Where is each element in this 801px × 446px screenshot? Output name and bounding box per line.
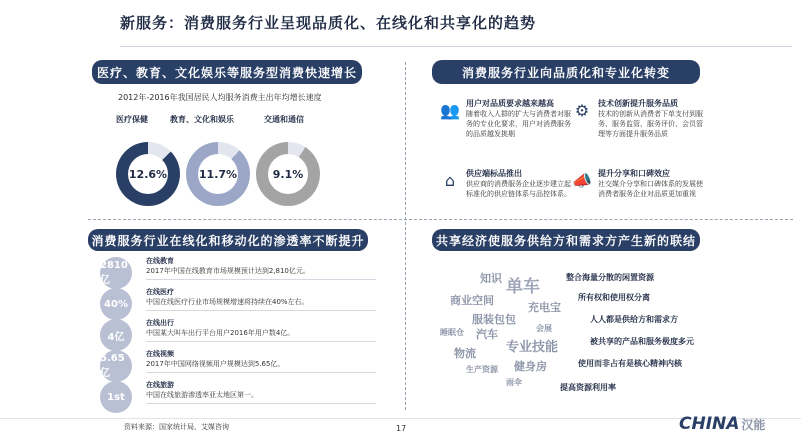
- cloud-word: 生产资源: [466, 365, 498, 374]
- q1-banner: 医疗、教育、文化娱乐等服务型消费快速增长: [92, 60, 362, 84]
- donut-item-medical: [116, 114, 148, 125]
- feature-title: 提升分享和口碑效应: [598, 169, 670, 178]
- donut-item-education: [170, 114, 234, 125]
- company-logo: [679, 414, 765, 434]
- feature-text: 供应商的消费服务企业逐步建立起标准化的供应链体系与品控体系。: [466, 180, 571, 198]
- q4-banner: 共享经济使服务供给方和需求方产生新的联结: [432, 229, 700, 251]
- donut-ring-medical: [116, 142, 180, 206]
- vertical-divider: [405, 62, 406, 410]
- source-note: 资料来源：国家统计局、艾媒咨询: [124, 423, 229, 431]
- stat-badge: 40%: [100, 288, 132, 320]
- cloud-word: 单车: [506, 277, 540, 297]
- donut-value: 12.6%: [128, 154, 168, 194]
- logo-subtext: 汉能: [741, 418, 766, 432]
- donut-label: 医疗保健: [116, 115, 148, 124]
- q1-subtitle: 2012年-2016年我国居民人均服务消费主出年均增长速度: [118, 93, 322, 102]
- cloud-word: 专业技能: [506, 340, 559, 355]
- stat-badge: 4亿: [100, 319, 132, 351]
- donut-value: 11.7%: [198, 154, 238, 194]
- stat-text: 中国某大叫车出行平台用户2016年用户数4亿。: [146, 329, 295, 337]
- cloud-word: 汽车: [476, 328, 498, 341]
- feature-title: 技术创新提升服务品质: [598, 99, 678, 108]
- stat-text: 2017年中国在线教育市场规模预计达到2,810亿元。: [146, 267, 310, 275]
- donut-ring-education: [186, 142, 250, 206]
- stat-divider: [146, 310, 376, 311]
- gear-icon: ⚙: [574, 100, 590, 120]
- people-icon: 👥: [440, 100, 460, 120]
- feature-text: 技术的创新从消费者下单支付到服务、服务监管、服务评价、会员管理等方面提升服务品质: [598, 110, 703, 138]
- donut-item-transport: [264, 114, 304, 125]
- share-feature: 整合海量分散的闲置资源: [566, 273, 654, 282]
- stat-badge: 2810亿: [100, 257, 132, 289]
- cloud-word: 知识: [480, 272, 502, 285]
- cloud-word: 充电宝: [528, 301, 561, 314]
- feature-title: 供应端标品推出: [466, 169, 522, 178]
- stat-text: 中国在线旅游渗透率亚太地区第一。: [146, 391, 258, 399]
- stat-divider: [146, 372, 376, 373]
- stat-badge: 5.65亿: [100, 350, 132, 382]
- cloud-word: 服装包包: [472, 313, 516, 326]
- stat-heading: 在线医疗: [146, 288, 174, 296]
- donut-label: 教育、文化和娱乐: [170, 115, 234, 124]
- q2-banner: 消费服务行业向品质化和专业化转变: [432, 60, 700, 84]
- feature-text: 社交媒介分享和口碑体系的发展使消费者服务企业对品质更加重视: [598, 180, 703, 198]
- cloud-word: 雨伞: [506, 378, 522, 387]
- feature-title: 用户对品质要求越来越高: [466, 99, 554, 108]
- donut-ring-transport: [256, 142, 320, 206]
- share-feature: 人人都是供给方和需求方: [590, 315, 678, 324]
- stat-divider: [146, 341, 376, 342]
- q3-banner: 消费服务行业在线化和移动化的渗透率不断提升: [88, 229, 368, 251]
- cloud-word: 会展: [536, 324, 552, 333]
- stat-heading: 在线旅游: [146, 381, 174, 389]
- logo-text: CHINA: [679, 414, 740, 434]
- share-feature: 被共享的产品和服务极度多元: [590, 337, 694, 346]
- stat-heading: 在线教育: [146, 257, 174, 265]
- stat-text: 中国在线医疗行业市场规模增速将持续在40%左右。: [146, 298, 309, 306]
- cloud-word: 睡眠仓: [440, 328, 464, 337]
- page-number: 17: [396, 424, 407, 433]
- donut-label: 交通和通信: [264, 115, 304, 124]
- cloud-word: 物流: [454, 347, 476, 360]
- share-feature: 提高资源利用率: [560, 383, 616, 392]
- share-feature: 所有权和使用权分离: [578, 293, 650, 302]
- title-divider: [120, 46, 792, 47]
- page-title: 新服务：消费服务行业呈现品质化、在线化和共享化的趋势: [120, 14, 537, 32]
- cloud-word: 健身房: [514, 360, 547, 373]
- stat-heading: 在线出行: [146, 319, 174, 327]
- house-icon: ⌂: [444, 170, 456, 190]
- stat-divider: [146, 403, 376, 404]
- cloud-word: 商业空间: [450, 294, 494, 307]
- megaphone-icon: 📣: [572, 170, 592, 190]
- horizontal-divider: [88, 219, 793, 220]
- share-feature: 使用而非占有是核心精神内核: [578, 359, 682, 368]
- feature-text: 随着收入人群的扩大与消费者对服务的专业化要求，用户对消费服务的品质越发挑剔: [466, 110, 571, 138]
- stat-divider: [146, 279, 376, 280]
- stat-text: 2017年中国网络视频用户规模达到5.65亿。: [146, 360, 285, 368]
- donut-value: 9.1%: [268, 154, 308, 194]
- stat-badge: 1st: [100, 381, 132, 413]
- stat-heading: 在线视频: [146, 350, 174, 358]
